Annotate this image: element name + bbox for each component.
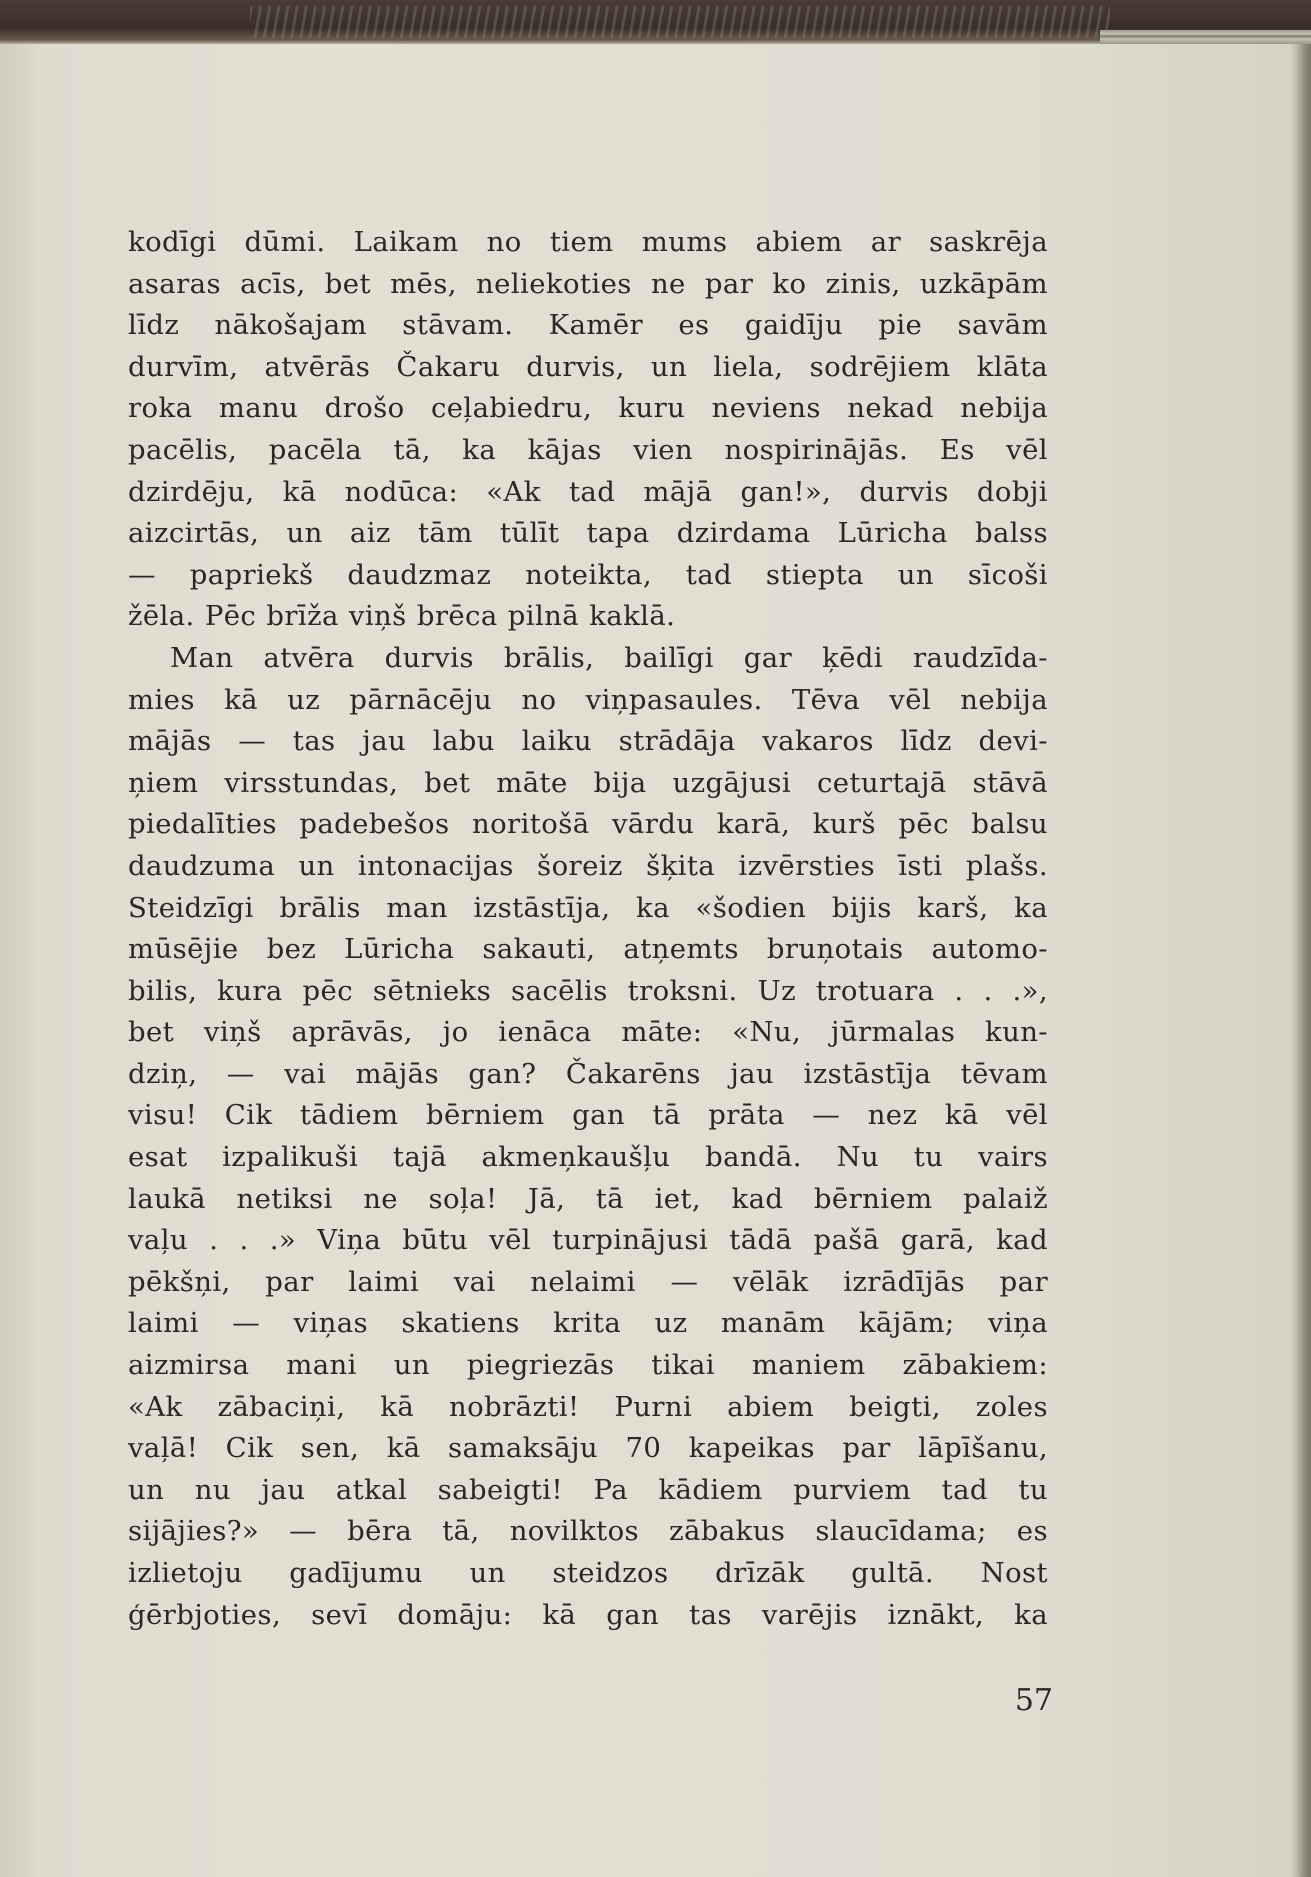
text-line: laimi — viņas skatiens krita uz manām kājām; viņa (128, 1307, 1048, 1340)
text-line: pēkšņi, par laimi vai nelaimi — vēlāk izrādījās par (128, 1265, 1048, 1298)
text-line: laukā netiksi ne soļa! Jā, tā iet, kad bērniem palaiž (128, 1182, 1048, 1215)
text-line: aizcirtās, un aiz tām tūlīt tapa dzirdama Lūricha balss (128, 517, 1048, 550)
text-line: vaļā! Cik sen, kā samaksāju 70 kapeikas par lāpīšanu, (128, 1432, 1048, 1465)
text-line: mājās — tas jau labu laiku strādāja vakaros līdz devi- (128, 725, 1048, 758)
text-line: dziņ, — vai mājās gan? Čakarēns jau izstāstīja tēvam (128, 1057, 1048, 1090)
text-line: mies kā uz pārnācēju no viņpasaules. Tēva vēl nebija (128, 683, 1048, 716)
text-line: Man atvēra durvis brālis, bailīgi gar ķēdi raudzīda- (170, 641, 1048, 674)
text-line: daudzuma un intonacijas šoreiz šķita izvērsties īsti plašs. (128, 849, 1048, 882)
text-line: «Ak zābaciņi, kā nobrāzti! Purni abiem beigti, zoles (128, 1390, 1048, 1423)
text-line: piedalīties padebešos noritošā vārdu karā, kurš pēc balsu (128, 808, 1048, 841)
text-line: ģērbjoties, sevī domāju: kā gan tas varējis iznākt, ka (128, 1598, 1048, 1631)
binding-texture (250, 6, 1110, 38)
page-number: 57 (1014, 1683, 1053, 1718)
text-line: durvīm, atvērās Čakaru durvis, un liela, sodrējiem klāta (128, 350, 1048, 383)
text-line: ņiem virsstundas, bet māte bija uzgājusi ceturtajā stāvā (128, 766, 1048, 799)
text-line: aizmirsa mani un piegriezās tikai maniem zābakiem: (128, 1349, 1048, 1382)
text-line: — papriekš daudzmaz noteikta, tad stiepta un sīcoši (128, 558, 1048, 591)
text-line: bilis, kura pēc sētnieks sacēlis troksni. Uz trotuara . . .», (128, 974, 1048, 1007)
page-edge-shadow (1297, 44, 1311, 1877)
text-line: izlietoju gadījumu un steidzos drīzāk gultā. Nost (128, 1557, 1048, 1589)
text-line: roka manu drošo ceļabiedru, kuru neviens nekad nebija (128, 392, 1048, 425)
text-line: bet viņš aprāvās, jo ienāca māte: «Nu, jūrmalas kun- (128, 1016, 1048, 1049)
text-line: vaļu . . .» Viņa būtu vēl turpinājusi tādā pašā garā, kad (128, 1224, 1048, 1257)
text-line: dzirdēju, kā nodūca: «Ak tad mājā gan!», durvis dobji (128, 475, 1048, 508)
text-line: mūsējie bez Lūricha sakauti, atņemts bruņotais automo- (128, 933, 1048, 966)
text-line: līdz nākošajam stāvam. Kamēr es gaidīju pie savām (128, 309, 1048, 342)
top-edge-binding (0, 0, 1311, 44)
binding-rule (1100, 30, 1311, 44)
text-line: kodīgi dūmi. Laikam no tiem mums abiem ar saskrēja (128, 226, 1048, 258)
text-line: visu! Cik tādiem bērniem gan tā prāta — nez kā vēl (128, 1099, 1048, 1132)
text-line: esat izpalikuši tajā akmeņkaušļu bandā. Nu tu vairs (128, 1141, 1048, 1174)
text-line: un nu jau atkal sabeigti! Pa kādiem purviem tad tu (128, 1473, 1048, 1506)
text-line: sijājies?» — bēra tā, novilktos zābakus slaucīdama; es (128, 1515, 1048, 1548)
text-line: asaras acīs, bet mēs, neliekoties ne par ko zinis, uzkāpām (128, 267, 1048, 300)
text-line: Steidzīgi brālis man izstāstīja, ka «šodien bijis karš, ka (128, 891, 1048, 924)
text-line: pacēlis, pacēla tā, ka kājas vien nospirinājās. Es vēl (128, 433, 1048, 466)
body-text (128, 222, 1048, 1636)
text-line: žēla. Pēc brīža viņš brēca pilnā kaklā. (128, 600, 676, 633)
